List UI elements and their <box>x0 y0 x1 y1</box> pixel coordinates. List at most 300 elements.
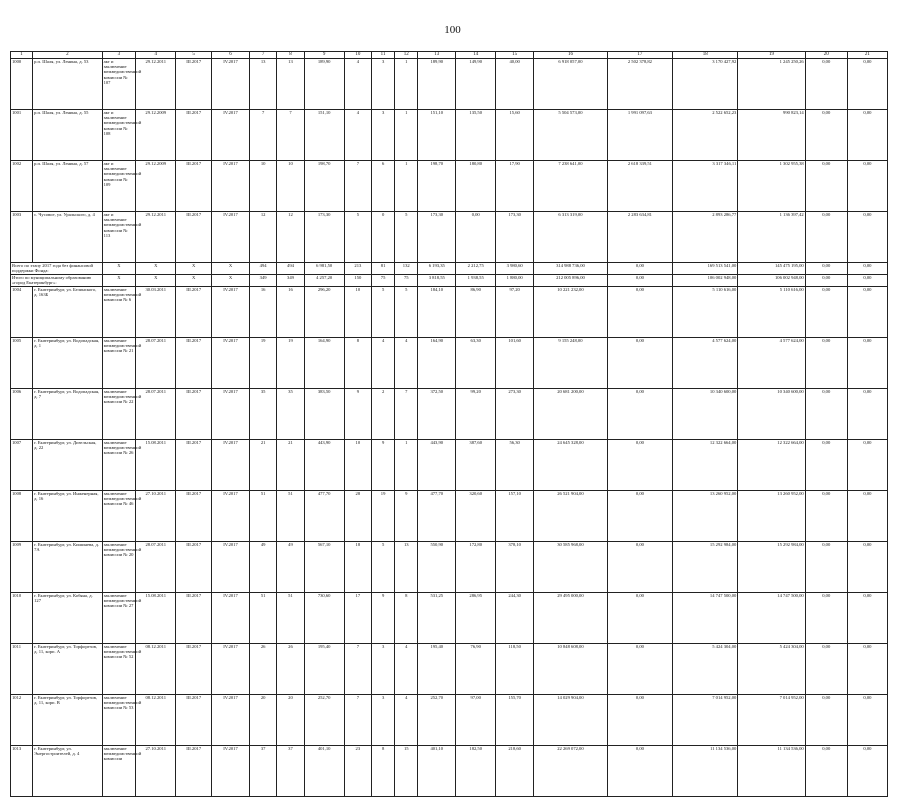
table-row <box>11 338 888 389</box>
rooms-total: 9 <box>344 389 371 440</box>
column-number: 16 <box>534 52 608 59</box>
column-number-row <box>11 52 888 59</box>
column-number: 21 <box>847 52 887 59</box>
address-cell: г. Екатеринбург, ул. Торфорезов, д. 11, корп. В <box>33 695 102 746</box>
rooms-private: 8 <box>372 746 395 797</box>
page-number: 100 <box>444 24 461 36</box>
planned-end: IV.2017 <box>212 491 250 542</box>
rooms-municipal: 9 <box>395 491 418 542</box>
address-cell: с. Чусовое, ул. Уральского, д. 4 <box>33 212 102 263</box>
regional-funds: 5 424 304,00 <box>673 644 738 695</box>
table-row <box>11 110 888 161</box>
regional-funds: 2 522 652,23 <box>673 110 738 161</box>
residents-count: 51 <box>277 593 304 644</box>
residents-planned: 26 <box>249 644 276 695</box>
extra-funds: 0,00 <box>847 593 887 644</box>
additional-funds: 0,00 <box>805 491 847 542</box>
column-number: 2 <box>33 52 102 59</box>
recognition-date: 29.12.2009 <box>136 161 176 212</box>
extra-funds: 0,00 <box>847 746 887 797</box>
summary-value: 349 <box>249 275 276 287</box>
planned-start: III.2017 <box>176 440 212 491</box>
additional-funds: 0,00 <box>805 212 847 263</box>
recognition-date: 28.07.2011 <box>136 542 176 593</box>
municipal-area: 15,60 <box>496 110 534 161</box>
total-area: 383,50 <box>304 389 344 440</box>
row-number: 1008 <box>11 491 33 542</box>
fund-funds: 0,00 <box>607 491 672 542</box>
local-funds: 15 292 984,00 <box>738 542 805 593</box>
resettled-area: 477,70 <box>418 491 456 542</box>
private-area: 97,00 <box>456 695 496 746</box>
summary-value: 0,00 <box>805 263 847 275</box>
summary-value: 3 980,60 <box>496 263 534 275</box>
rooms-municipal: 4 <box>395 338 418 389</box>
table-row <box>11 440 888 491</box>
document-cell: акт и заключение межведомственной комиссии № 113 <box>102 212 136 263</box>
summary-value: 3 818,55 <box>418 275 456 287</box>
regional-funds: 15 292 984,00 <box>673 542 738 593</box>
address-cell: г. Екатеринбург, ул. Инженерная, д. 16 <box>33 491 102 542</box>
rooms-municipal: 5 <box>395 212 418 263</box>
residents-planned: 37 <box>249 746 276 797</box>
planned-start: III.2017 <box>176 161 212 212</box>
recognition-date: 29.12.2009 <box>136 110 176 161</box>
planned-start: III.2017 <box>176 542 212 593</box>
recognition-date: 08.12.2011 <box>136 644 176 695</box>
total-area: 198,70 <box>304 161 344 212</box>
local-funds: 5 110 616,00 <box>738 287 805 338</box>
summary-value: 106 002 948,00 <box>673 275 738 287</box>
summary-value: 169 513 541,00 <box>673 263 738 275</box>
column-number: 12 <box>395 52 418 59</box>
private-area: 180,80 <box>456 161 496 212</box>
rooms-municipal: 1 <box>395 161 418 212</box>
address-cell: г. Екатеринбург, ул. Энергостроителей, д. 4 <box>33 746 102 797</box>
summary-value: X <box>102 263 136 275</box>
table-row <box>11 644 888 695</box>
document-cell: акт и заключение межведомственной комиссии № 109 <box>102 161 136 212</box>
total-cost: 20 681 200,00 <box>534 389 608 440</box>
rooms-private: 2 <box>372 389 395 440</box>
planned-start: III.2017 <box>176 644 212 695</box>
extra-funds: 0,00 <box>847 161 887 212</box>
table-row <box>11 212 888 263</box>
column-number: 9 <box>304 52 344 59</box>
residents-count: 37 <box>277 746 304 797</box>
planned-start: III.2017 <box>176 593 212 644</box>
row-number: 1007 <box>11 440 33 491</box>
row-number: 1001 <box>11 110 33 161</box>
recognition-date: 15.08.2011 <box>136 593 176 644</box>
municipal-area: 218,60 <box>496 746 534 797</box>
total-area: 401,10 <box>304 746 344 797</box>
planned-end: IV.2017 <box>212 593 250 644</box>
rooms-private: 5 <box>372 542 395 593</box>
rooms-municipal: 4 <box>395 695 418 746</box>
residents-planned: 7 <box>249 110 276 161</box>
recognition-date: 28.07.2011 <box>136 389 176 440</box>
extra-funds: 0,00 <box>847 59 887 110</box>
column-number: 8 <box>277 52 304 59</box>
row-number: 1005 <box>11 338 33 389</box>
fund-funds: 2 283 634,81 <box>607 212 672 263</box>
planned-start: III.2017 <box>176 110 212 161</box>
rooms-private: 3 <box>372 644 395 695</box>
total-cost: 5 504 573,00 <box>534 110 608 161</box>
rooms-total: 17 <box>344 593 371 644</box>
document-cell: акт и заключение межведомственной комиссии № 108 <box>102 110 136 161</box>
fund-funds: 0,00 <box>607 746 672 797</box>
additional-funds: 0,00 <box>805 644 847 695</box>
total-cost: 14 029 904,00 <box>534 695 608 746</box>
rooms-private: 9 <box>372 593 395 644</box>
column-number: 20 <box>805 52 847 59</box>
document-cell: заключение межведомственной комиссии № 21 <box>102 338 136 389</box>
total-cost: 24 645 328,00 <box>534 440 608 491</box>
fund-funds: 0,00 <box>607 542 672 593</box>
summary-value: X <box>212 275 250 287</box>
recognition-date: 30.03.2011 <box>136 287 176 338</box>
fund-funds: 0,00 <box>607 389 672 440</box>
document-cell: акт и заключение межведомственной комиссии № 107 <box>102 59 136 110</box>
rooms-private: 19 <box>372 491 395 542</box>
resettled-area: 252,70 <box>418 695 456 746</box>
recognition-date: 27.10.2011 <box>136 491 176 542</box>
column-number: 10 <box>344 52 371 59</box>
total-cost: 6 313 319,00 <box>534 212 608 263</box>
regional-funds: 5 110 616,00 <box>673 287 738 338</box>
local-funds: 14 747 500,00 <box>738 593 805 644</box>
total-cost: 30 585 968,00 <box>534 542 608 593</box>
rooms-private: 9 <box>372 440 395 491</box>
additional-funds: 0,00 <box>805 338 847 389</box>
row-number: 1010 <box>11 593 33 644</box>
rooms-municipal: 8 <box>395 593 418 644</box>
residents-planned: 20 <box>249 695 276 746</box>
total-cost: 9 155 248,00 <box>534 338 608 389</box>
resettled-area: 372,50 <box>418 389 456 440</box>
total-cost: 10 221 232,00 <box>534 287 608 338</box>
column-number: 11 <box>372 52 395 59</box>
additional-funds: 0,00 <box>805 389 847 440</box>
fund-funds: 0,00 <box>607 593 672 644</box>
additional-funds: 0,00 <box>805 593 847 644</box>
local-funds: 10 340 600,00 <box>738 389 805 440</box>
total-area: 195,40 <box>304 644 344 695</box>
table-row <box>11 746 888 797</box>
extra-funds: 0,00 <box>847 644 887 695</box>
rooms-total: 28 <box>344 491 371 542</box>
planned-end: IV.2017 <box>212 110 250 161</box>
fund-funds: 0,00 <box>607 644 672 695</box>
residents-planned: 51 <box>249 491 276 542</box>
column-number: 3 <box>102 52 136 59</box>
planned-start: III.2017 <box>176 695 212 746</box>
row-number: 1000 <box>11 59 33 110</box>
local-funds: 7 014 952,00 <box>738 695 805 746</box>
regional-funds: 4 577 624,00 <box>673 338 738 389</box>
table-row <box>11 542 888 593</box>
summary-value: 0,00 <box>607 263 672 275</box>
total-area: 443,90 <box>304 440 344 491</box>
residents-planned: 49 <box>249 542 276 593</box>
fund-funds: 2 618 339,51 <box>607 161 672 212</box>
total-area: 296,20 <box>304 287 344 338</box>
housing-resettlement-table <box>10 51 888 797</box>
residents-count: 35 <box>277 389 304 440</box>
regional-funds: 10 340 600,00 <box>673 389 738 440</box>
total-area: 730,60 <box>304 593 344 644</box>
rooms-total: 5 <box>344 212 371 263</box>
regional-funds: 3 317 346,11 <box>673 161 738 212</box>
summary-value: X <box>176 275 212 287</box>
address-cell: г. Екатеринбург, ул. Кишинева, д. 7А <box>33 542 102 593</box>
rooms-total: 7 <box>344 695 371 746</box>
planned-end: IV.2017 <box>212 59 250 110</box>
rooms-total: 7 <box>344 161 371 212</box>
local-funds: 1 245 250,26 <box>738 59 805 110</box>
regional-funds: 7 014 952,00 <box>673 695 738 746</box>
residents-count: 21 <box>277 440 304 491</box>
address-cell: г. Екатеринбург, ул. Кобяна, д. 127 <box>33 593 102 644</box>
extra-funds: 0,00 <box>847 695 887 746</box>
rooms-municipal: 1 <box>395 59 418 110</box>
rooms-private: 3 <box>372 59 395 110</box>
rooms-municipal: 7 <box>395 389 418 440</box>
residents-count: 20 <box>277 695 304 746</box>
residents-count: 10 <box>277 161 304 212</box>
residents-count: 7 <box>277 110 304 161</box>
private-area: 387,60 <box>456 440 496 491</box>
summary-value: 0,00 <box>847 275 887 287</box>
summary-value: 0,00 <box>847 263 887 275</box>
recognition-date: 27.10.2011 <box>136 746 176 797</box>
local-funds: 4 577 624,00 <box>738 338 805 389</box>
total-cost: 29 495 000,00 <box>534 593 608 644</box>
rooms-municipal: 1 <box>395 440 418 491</box>
row-number: 1002 <box>11 161 33 212</box>
local-funds: 1 302 955,38 <box>738 161 805 212</box>
additional-funds: 0,00 <box>805 110 847 161</box>
planned-end: IV.2017 <box>212 212 250 263</box>
summary-value: 0,00 <box>805 275 847 287</box>
address-cell: р.п. Шаля, ул. Ленина, д. 57 <box>33 161 102 212</box>
recognition-date: 29.12.2011 <box>136 212 176 263</box>
column-number: 4 <box>136 52 176 59</box>
total-area: 189,90 <box>304 59 344 110</box>
total-area: 252,70 <box>304 695 344 746</box>
residents-planned: 35 <box>249 389 276 440</box>
extra-funds: 0,00 <box>847 440 887 491</box>
residents-planned: 51 <box>249 593 276 644</box>
additional-funds: 0,00 <box>805 59 847 110</box>
summary-value: 494 <box>277 263 304 275</box>
extra-funds: 0,00 <box>847 491 887 542</box>
total-cost: 10 848 608,00 <box>534 644 608 695</box>
private-area: 135,50 <box>456 110 496 161</box>
recognition-date: 08.12.2011 <box>136 695 176 746</box>
fund-funds: 2 502 378,82 <box>607 59 672 110</box>
private-area: 86,90 <box>456 287 496 338</box>
additional-funds: 0,00 <box>805 746 847 797</box>
rooms-total: 10 <box>344 440 371 491</box>
resettled-area: 531,25 <box>418 593 456 644</box>
address-cell: г. Екатеринбург, ул. Белинского, д. 163Б <box>33 287 102 338</box>
table-row <box>11 287 888 338</box>
rooms-private: 0 <box>372 212 395 263</box>
summary-value: 4 257,20 <box>304 275 344 287</box>
extra-funds: 0,00 <box>847 287 887 338</box>
planned-start: III.2017 <box>176 59 212 110</box>
summary-value: X <box>212 263 250 275</box>
resettled-area: 184,10 <box>418 287 456 338</box>
residents-count: 12 <box>277 212 304 263</box>
column-number: 1 <box>11 52 33 59</box>
document-cell: заключение межведомственной комиссии № 52 <box>102 644 136 695</box>
planned-end: IV.2017 <box>212 695 250 746</box>
row-number: 1011 <box>11 644 33 695</box>
fund-funds: 0,00 <box>607 695 672 746</box>
planned-end: IV.2017 <box>212 644 250 695</box>
residents-count: 51 <box>277 491 304 542</box>
rooms-total: 4 <box>344 59 371 110</box>
extra-funds: 0,00 <box>847 542 887 593</box>
document-cell: заключение межведомственной комиссии № 22 <box>102 389 136 440</box>
municipal-area: 101,60 <box>496 338 534 389</box>
summary-value: 314 988 736,00 <box>534 263 608 275</box>
rooms-municipal: 5 <box>395 287 418 338</box>
resettled-area: 189,90 <box>418 59 456 110</box>
municipal-area: 157,10 <box>496 491 534 542</box>
municipal-area: 40,00 <box>496 59 534 110</box>
row-number: 1004 <box>11 287 33 338</box>
planned-end: IV.2017 <box>212 389 250 440</box>
municipal-area: 97,20 <box>496 287 534 338</box>
summary-row <box>11 275 888 287</box>
resettled-area: 164,90 <box>418 338 456 389</box>
rooms-private: 3 <box>372 110 395 161</box>
residents-planned: 16 <box>249 287 276 338</box>
summary-value: 212 005 896,00 <box>534 275 608 287</box>
recognition-date: 28.07.2011 <box>136 338 176 389</box>
row-number: 1009 <box>11 542 33 593</box>
municipal-area: 273,30 <box>496 389 534 440</box>
document-cell: заключение межведомственной комиссии № 27 <box>102 593 136 644</box>
resettled-area: 401,10 <box>418 746 456 797</box>
column-number: 5 <box>176 52 212 59</box>
additional-funds: 0,00 <box>805 542 847 593</box>
total-area: 164,90 <box>304 338 344 389</box>
municipal-area: 378,10 <box>496 542 534 593</box>
residents-count: 49 <box>277 542 304 593</box>
municipal-area: 244,30 <box>496 593 534 644</box>
recognition-date: 29.12.2011 <box>136 59 176 110</box>
total-cost: 6 918 057,00 <box>534 59 608 110</box>
local-funds: 13 260 952,00 <box>738 491 805 542</box>
total-cost: 7 238 641,00 <box>534 161 608 212</box>
table-row <box>11 491 888 542</box>
table-row <box>11 161 888 212</box>
summary-value: 6 981,50 <box>304 263 344 275</box>
planned-end: IV.2017 <box>212 542 250 593</box>
row-number: 1006 <box>11 389 33 440</box>
planned-start: III.2017 <box>176 287 212 338</box>
rooms-municipal: 13 <box>395 542 418 593</box>
column-number: 17 <box>607 52 672 59</box>
document-cell: заключение межведомственной комиссии № 20 <box>102 542 136 593</box>
rooms-private: 6 <box>372 161 395 212</box>
fund-funds: 0,00 <box>607 440 672 491</box>
summary-value: X <box>176 263 212 275</box>
address-cell: г. Екатеринбург, ул. Водопадская, д. 7 <box>33 389 102 440</box>
total-area: 173,30 <box>304 212 344 263</box>
resettled-area: 198,70 <box>418 161 456 212</box>
column-number: 13 <box>418 52 456 59</box>
regional-funds: 13 260 952,00 <box>673 491 738 542</box>
resettled-area: 443,90 <box>418 440 456 491</box>
address-cell: г. Екатеринбург, ул. Торфорезов, д. 11, корп. А <box>33 644 102 695</box>
summary-label: Итого по муниципальному образованию «город Екатеринбург»: <box>11 275 103 287</box>
residents-planned: 13 <box>249 59 276 110</box>
rooms-total: 18 <box>344 542 371 593</box>
table-row <box>11 389 888 440</box>
regional-funds: 12 322 664,00 <box>673 440 738 491</box>
planned-end: IV.2017 <box>212 287 250 338</box>
row-number: 1013 <box>11 746 33 797</box>
row-number: 1012 <box>11 695 33 746</box>
address-cell: р.п. Шаля, ул. Ленина, д. 55 <box>33 110 102 161</box>
table-body <box>11 52 888 797</box>
additional-funds: 0,00 <box>805 287 847 338</box>
summary-value: 2 212,75 <box>456 263 496 275</box>
local-funds: 5 424 304,00 <box>738 644 805 695</box>
private-area: 286,95 <box>456 593 496 644</box>
fund-funds: 0,00 <box>607 287 672 338</box>
summary-value: 494 <box>249 263 276 275</box>
table-row <box>11 593 888 644</box>
summary-value: 1 880,00 <box>496 275 534 287</box>
private-area: 320,60 <box>456 491 496 542</box>
planned-end: IV.2017 <box>212 746 250 797</box>
resettled-area: 151,10 <box>418 110 456 161</box>
column-number: 14 <box>456 52 496 59</box>
regional-funds: 14 747 500,00 <box>673 593 738 644</box>
rooms-total: 10 <box>344 287 371 338</box>
residents-planned: 21 <box>249 440 276 491</box>
regional-funds: 2 893 286,77 <box>673 212 738 263</box>
summary-value: 150 <box>344 275 371 287</box>
rooms-municipal: 4 <box>395 644 418 695</box>
planned-start: III.2017 <box>176 212 212 263</box>
private-area: 63,30 <box>456 338 496 389</box>
rooms-private: 3 <box>372 695 395 746</box>
rooms-total: 8 <box>344 338 371 389</box>
private-area: 76,90 <box>456 644 496 695</box>
total-cost: 26 521 904,00 <box>534 491 608 542</box>
extra-funds: 0,00 <box>847 389 887 440</box>
document-cell: заключение межведомственной комиссии № 53 <box>102 695 136 746</box>
planned-end: IV.2017 <box>212 338 250 389</box>
summary-value: 6 193,35 <box>418 263 456 275</box>
fund-funds: 0,00 <box>607 338 672 389</box>
document-cell: заключение межведомственной комиссии № 26 <box>102 440 136 491</box>
municipal-area: 17,90 <box>496 161 534 212</box>
summary-value: 145 475 195,00 <box>738 263 805 275</box>
resettled-area: 173,30 <box>418 212 456 263</box>
summary-value: 349 <box>277 275 304 287</box>
total-area: 151,10 <box>304 110 344 161</box>
